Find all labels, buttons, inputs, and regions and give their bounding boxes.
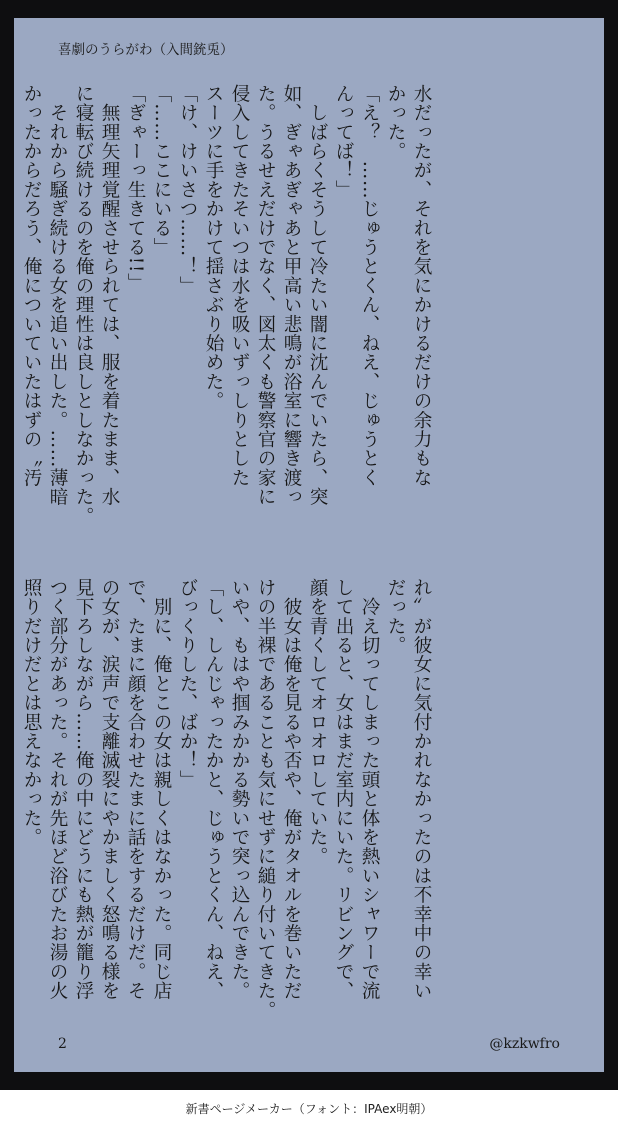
text-line: 「……ここにいる」 bbox=[151, 84, 172, 257]
text-line: れ〟が彼女に気付かれなかったのは不幸中の幸い bbox=[411, 578, 432, 1001]
book-page bbox=[14, 18, 604, 1072]
text-line: かったからだろう、俺についていたはずの〝汚 bbox=[21, 84, 42, 488]
text-line: んってば！」 bbox=[333, 84, 354, 200]
text-line: 照りだけだとは思えなかった。 bbox=[21, 578, 42, 847]
text-line: 如、ぎゃあぎゃあと甲高い悲鳴が浴室に響き渡っ bbox=[281, 84, 302, 507]
text-line: かった。 bbox=[385, 84, 406, 161]
text-column-upper bbox=[21, 84, 434, 526]
text-line: に寝転び続けるのを俺の理性は良しとしなかった。 bbox=[73, 84, 94, 526]
text-line: 冷え切ってしまった頭と体を熱いシャワーで流 bbox=[359, 578, 380, 1001]
page-header: 喜劇のうらがわ（入間銃兎） bbox=[58, 42, 234, 58]
text-line: で、たまに顔を合わせたまに話をするだけだ。そ bbox=[125, 578, 146, 1001]
text-line: 「け、けいさつ……！」 bbox=[177, 84, 198, 296]
text-line: けの半裸であることも気にせずに縋り付いてきた。 bbox=[255, 578, 276, 1020]
text-line: の女が、涙声で支離滅裂にやかましく怒鳴る様を bbox=[99, 578, 120, 1001]
text-line: びっくりした、ばか！」 bbox=[177, 578, 198, 790]
text-line: 別に、俺とこの女は親しくはなかった。同じ店 bbox=[151, 578, 172, 1001]
text-line: つく部分があった。それが先ほど浴びたお湯の火 bbox=[47, 578, 68, 1001]
text-line: して出ると、女はまだ室内にいた。リビングで、 bbox=[333, 578, 354, 1001]
text-line: いや、もはや掴みかかる勢いで突っ込んできた。 bbox=[229, 578, 250, 1001]
text-line: しばらくそうして冷たい闇に沈んでいたら、突 bbox=[307, 84, 328, 507]
text-line: 「ぎゃーっ生きてる!!」 bbox=[125, 84, 146, 293]
text-line: 彼女は俺を見るや否や、俺がタオルを巻いただ bbox=[281, 578, 302, 1001]
text-line: た。うるせえだけでなく、図太くも警察官の家に bbox=[255, 84, 276, 507]
text-line: 「え？ ……じゅうとくん、ねえ、じゅうとく bbox=[359, 84, 380, 488]
author-handle: @kzkwfro bbox=[489, 1036, 560, 1052]
text-line: だった。 bbox=[385, 578, 406, 655]
text-line: スーツに手をかけて揺さぶり始めた。 bbox=[203, 84, 224, 411]
text-line: 水だったが、それを気にかけるだけの余力もな bbox=[411, 84, 432, 488]
text-line: 見下ろしながら……俺の中にどうにも熱が籠り浮 bbox=[73, 578, 94, 1001]
text-line: 顔を青くしてオロオロしていた。 bbox=[307, 578, 328, 866]
text-line: 無理矢理覚醒させられては、服を着たまま、水 bbox=[99, 84, 120, 507]
text-line: それから騒ぎ続ける女を追い出した。……薄暗 bbox=[47, 84, 68, 507]
text-line: 「し、しんじゃったかと、じゅうとくん、ねえ、 bbox=[203, 578, 224, 1001]
generator-credit: 新書ページメーカー（フォント：IPAex明朝） bbox=[185, 1102, 433, 1116]
text-line: 侵入してきたそいつは水を吸いずっしりとした bbox=[229, 84, 250, 488]
text-column-lower bbox=[21, 578, 434, 1020]
page-number: 2 bbox=[58, 1036, 67, 1052]
